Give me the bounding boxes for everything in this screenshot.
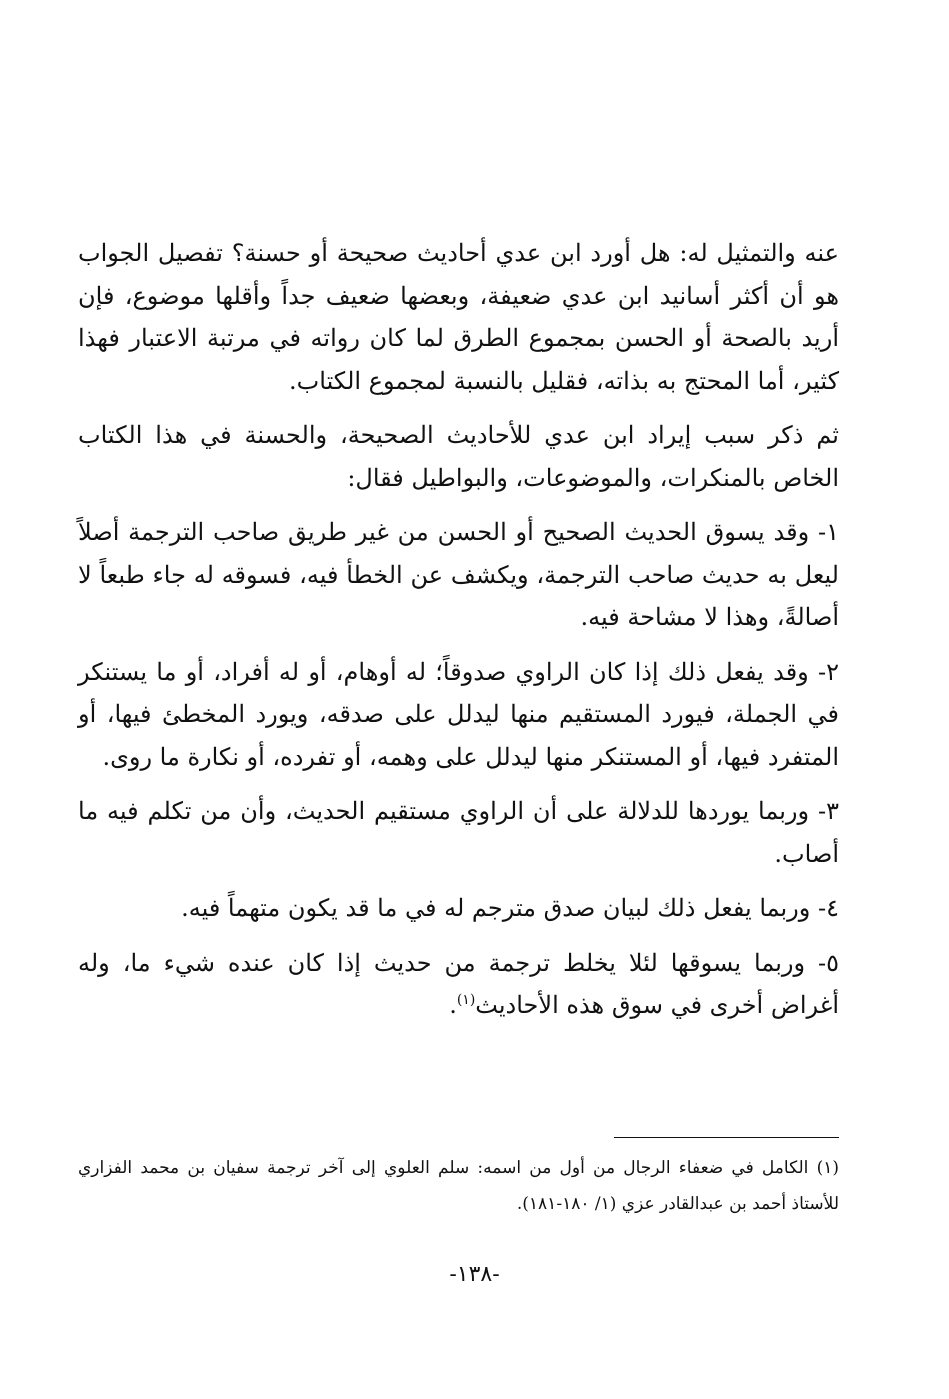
main-text bbox=[78, 232, 839, 1039]
footnote-1: (١) الكامل في ضعفاء الرجال من أول من اسمه: سلم العلوي إلى آخر ترجمة سفيان بن محمد الفزاري للأستاذ أحمد بن عبدالقادر عزي (١/ ١٨٠-١٨١). bbox=[78, 1158, 839, 1214]
paragraph-point-3: ٣- وربما يوردها للدلالة على أن الراوي مستقيم الحديث، وأن من تكلم فيه ما أصاب. bbox=[78, 797, 839, 868]
paragraph-reason: ثم ذكر سبب إيراد ابن عدي للأحاديث الصحيحة، والحسنة في هذا الكتاب الخاص بالمنكرات، والموضوعات، والبواطيل فقال: bbox=[78, 421, 839, 492]
paragraph-point-5-text: ٥- وربما يسوقها لئلا يخلط ترجمة من حديث إذا كان عنده شيء ما، وله أغراض أخرى في سوق هذه الأحاديث bbox=[78, 948, 839, 1019]
footnote-reference[interactable]: (١) bbox=[456, 992, 476, 1008]
footnotes bbox=[78, 1150, 839, 1222]
paragraph-intro: عنه والتمثيل له: هل أورد ابن عدي أحاديث صحيحة أو حسنة؟ تفصيل الجواب هو أن أكثر أسانيد ابن عدي ضعيفة، وبعضها ضعيف جداً وأقلها موضوع، فإن أريد بالصحة أو الحسن بمجموع الطرق لما كان رواته في مرتبة الاعتبار فهذا كثير، أما المحتج به بذاته، فقليل بالنسبة لمجموع الكتاب. bbox=[78, 239, 839, 395]
paragraph-point-4: ٤- وربما يفعل ذلك لبيان صدق مترجم له في ما قد يكون متهماً فيه. bbox=[181, 894, 839, 922]
paragraph-point-1: ١- وقد يسوق الحديث الصحيح أو الحسن من غير طريق صاحب الترجمة أصلاً ليعل به حديث صاحب الترجمة، ويكشف عن الخطأ فيه، فسوقه له جاء طبعاً لا أصالةً، وهذا لا مشاحة فيه. bbox=[78, 518, 839, 631]
paragraph-point-2: ٢- وقد يفعل ذلك إذا كان الراوي صدوقاً؛ له أوهام، أو له أفراد، أو ما يستنكر في الجملة، فيورد المستقيم منها ليدلل على صدقه، ويورد المخطئ فيها، أو المتفرد فيها، أو المستنكر منها ليدلل على وهمه، أو تفرده، أو نكارة ما روى. bbox=[78, 657, 839, 771]
paragraph-point-5 bbox=[78, 942, 839, 1027]
paragraph-point-5-end: . bbox=[449, 991, 457, 1019]
footnote-divider bbox=[614, 1137, 839, 1138]
page-number: -١٣٨- bbox=[449, 1262, 500, 1287]
